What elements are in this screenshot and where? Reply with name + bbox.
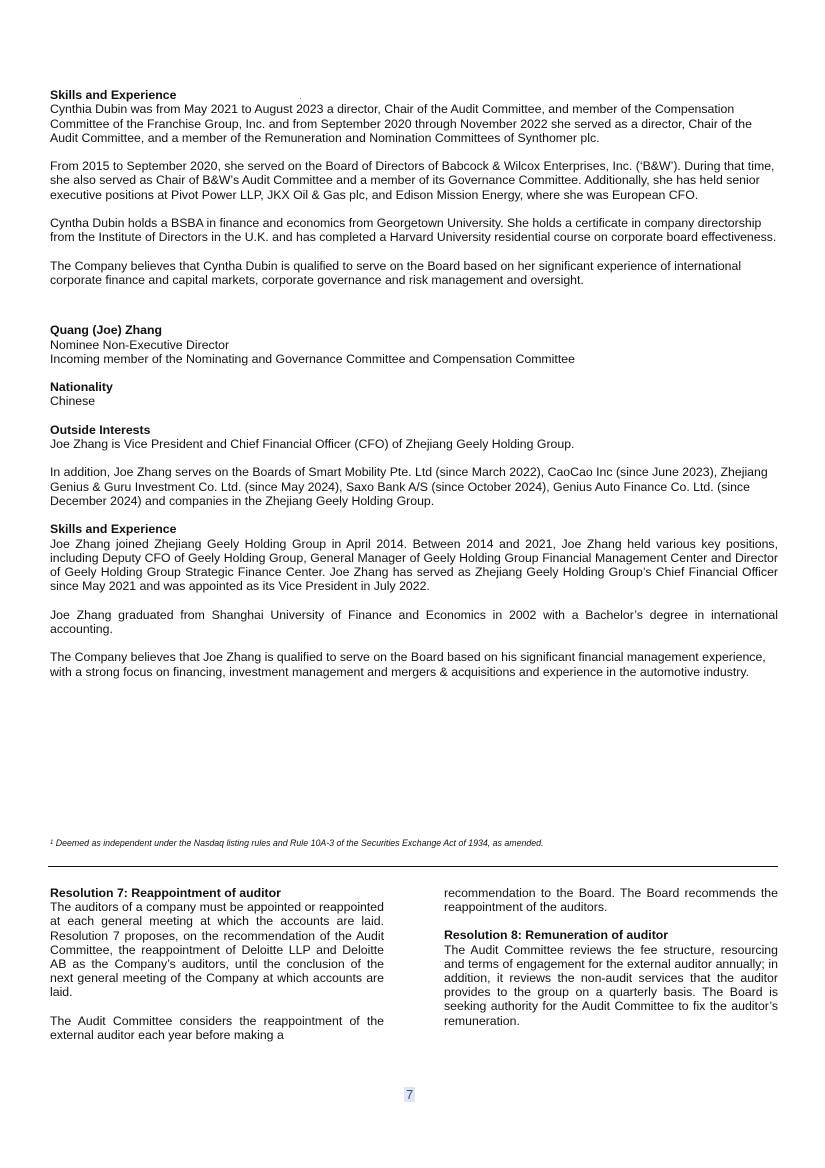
zhang-role: Nominee Non-Executive Director [50,337,230,352]
footnote-marker: 1 [50,840,54,846]
resolution-8-paragraph-1: The Audit Committee reviews the fee structure, resourcing and terms of engagement for the external auditor annually; in addition, it reviews the non-audit services that the auditor provides to the group on a quarterly basis. The Board is seeking authority for the Audit Committee to fix the auditor’s remuneration. [444,942,778,1028]
zhang-skills-paragraph-3: The Company believes that Joe Zhang is qualified to serve on the Board based on his significant financial management experience, with a strong focus on financing, investment management and mergers & acquisitions and experience in the automotive industry. [50,650,766,679]
main-content [50,88,778,679]
dubin-skills-paragraph-2: From 2015 to September 2020, she served on the Board of Directors of Babcock & Wilcox Enterprises, Inc. (‘B&W’). During that time, she also served as Chair of B&W’s Audit Committee and a member of its Governance Committee. Additionally, she has held senior executive positions at Pivot Power LLP, JKX Oil & Gas plc, and Edison Mission Energy, where she was European CFO. [50,159,775,202]
dubin-skills-paragraph-1: Cynthia Dubin was from May 2021 to August 2023 a director, Chair of the Audit Committee, and member of the Compensation Committee of the Franchise Group, Inc. and from September 2020 through November 2022 she served as a director, Chair of the Audit Committee, and a member of the Remuneration and Nomination Committees of Synthomer plc. [50,102,752,145]
resolution-7-paragraph-2: The Audit Committee considers the reappointment of the external auditor each year before making a [50,1013,384,1042]
zhang-name: Quang (Joe) Zhang [50,323,163,338]
zhang-interests-heading: Outside Interests [50,422,151,437]
zhang-nationality-heading: Nationality [50,380,113,395]
resolutions-columns [50,886,778,1042]
dubin-skills-paragraph-4: The Company believes that Cyntha Dubin is qualified to serve on the Board based on her significant experience of international corporate finance and capital markets, corporate governance and risk management and oversight. [50,258,742,287]
zhang-interests-paragraph-1: Joe Zhang is Vice President and Chief Financial Officer (CFO) of Zhejiang Geely Holding Group. [50,437,575,452]
dubin-section [50,88,778,287]
zhang-skills-paragraph-1: Joe Zhang joined Zhejiang Geely Holding Group in April 2014. Between 2014 and 2021, Joe Zhang held various key positions, including Deputy CFO of Geely Holding Group, General Manager of Geely Holding Group Financial Management Center and Director of Geely Holding Group Strategic Finance Center. Joe Zhang has served as Zhejiang Geely Holding Group’s Chief Financial Officer since May 2021 and was appointed as its Vice President in July 2022. [50,536,778,594]
resolution-7-heading: Resolution 7: Reappointment of auditor [50,886,281,900]
zhang-skills-heading: Skills and Experience [50,522,177,537]
dubin-skills-heading: Skills and Experience [50,88,177,102]
resolutions-left-column [50,886,384,1042]
zhang-committees: Incoming member of the Nominating and Governance Committee and Compensation Committee [50,351,575,366]
zhang-interests-paragraph-2: In addition, Joe Zhang serves on the Boards of Smart Mobility Pte. Ltd (since March 2022), CaoCao Inc (since June 2023), Zhejiang Genius & Guru Investment Co. Ltd. (since May 2024), Saxo Bank A/S (since October 2024), Genius Auto Finance Co. Ltd. (since December 2024) and companies in the Zhejiang Geely Holding Group. [50,465,768,508]
zhang-section [50,323,778,679]
footnote-text: Deemed as independent under the Nasdaq listing rules and Rule 10A-3 of the Securities Exchange Act of 1934, as amended. [55,838,544,848]
zhang-nationality: Chinese [50,394,96,409]
resolutions-right-column [444,886,778,1042]
dubin-skills-paragraph-3: Cyntha Dubin holds a BSBA in finance and economics from Georgetown University. She holds a certificate in company directorship from the Institute of Directors in the U.K. and has completed a Harvard University residential course on corporate board effectiveness. [50,216,777,245]
zhang-skills-paragraph-2: Joe Zhang graduated from Shanghai University of Finance and Economics in 2002 with a Bachelor’s degree in international accounting. [50,607,778,637]
resolution-7-paragraph-2-continued: recommendation to the Board. The Board recommends the reappointment of the auditors. [444,886,778,915]
page-number: 7 [406,1087,414,1102]
resolution-8-heading: Resolution 8: Remuneration of auditor [444,928,669,943]
section-divider [48,866,778,867]
resolution-7-paragraph-1: The auditors of a company must be appointed or reappointed at each general meeting at which the accounts are laid. Resolution 7 proposes, on the recommendation of the Audit Committee, the reappointment of Deloitte LLP and Deloitte AB as the Company’s auditors, until the conclusion of the next general meeting of the Company at which accounts are laid. [50,900,384,1000]
footnote [50,838,778,849]
